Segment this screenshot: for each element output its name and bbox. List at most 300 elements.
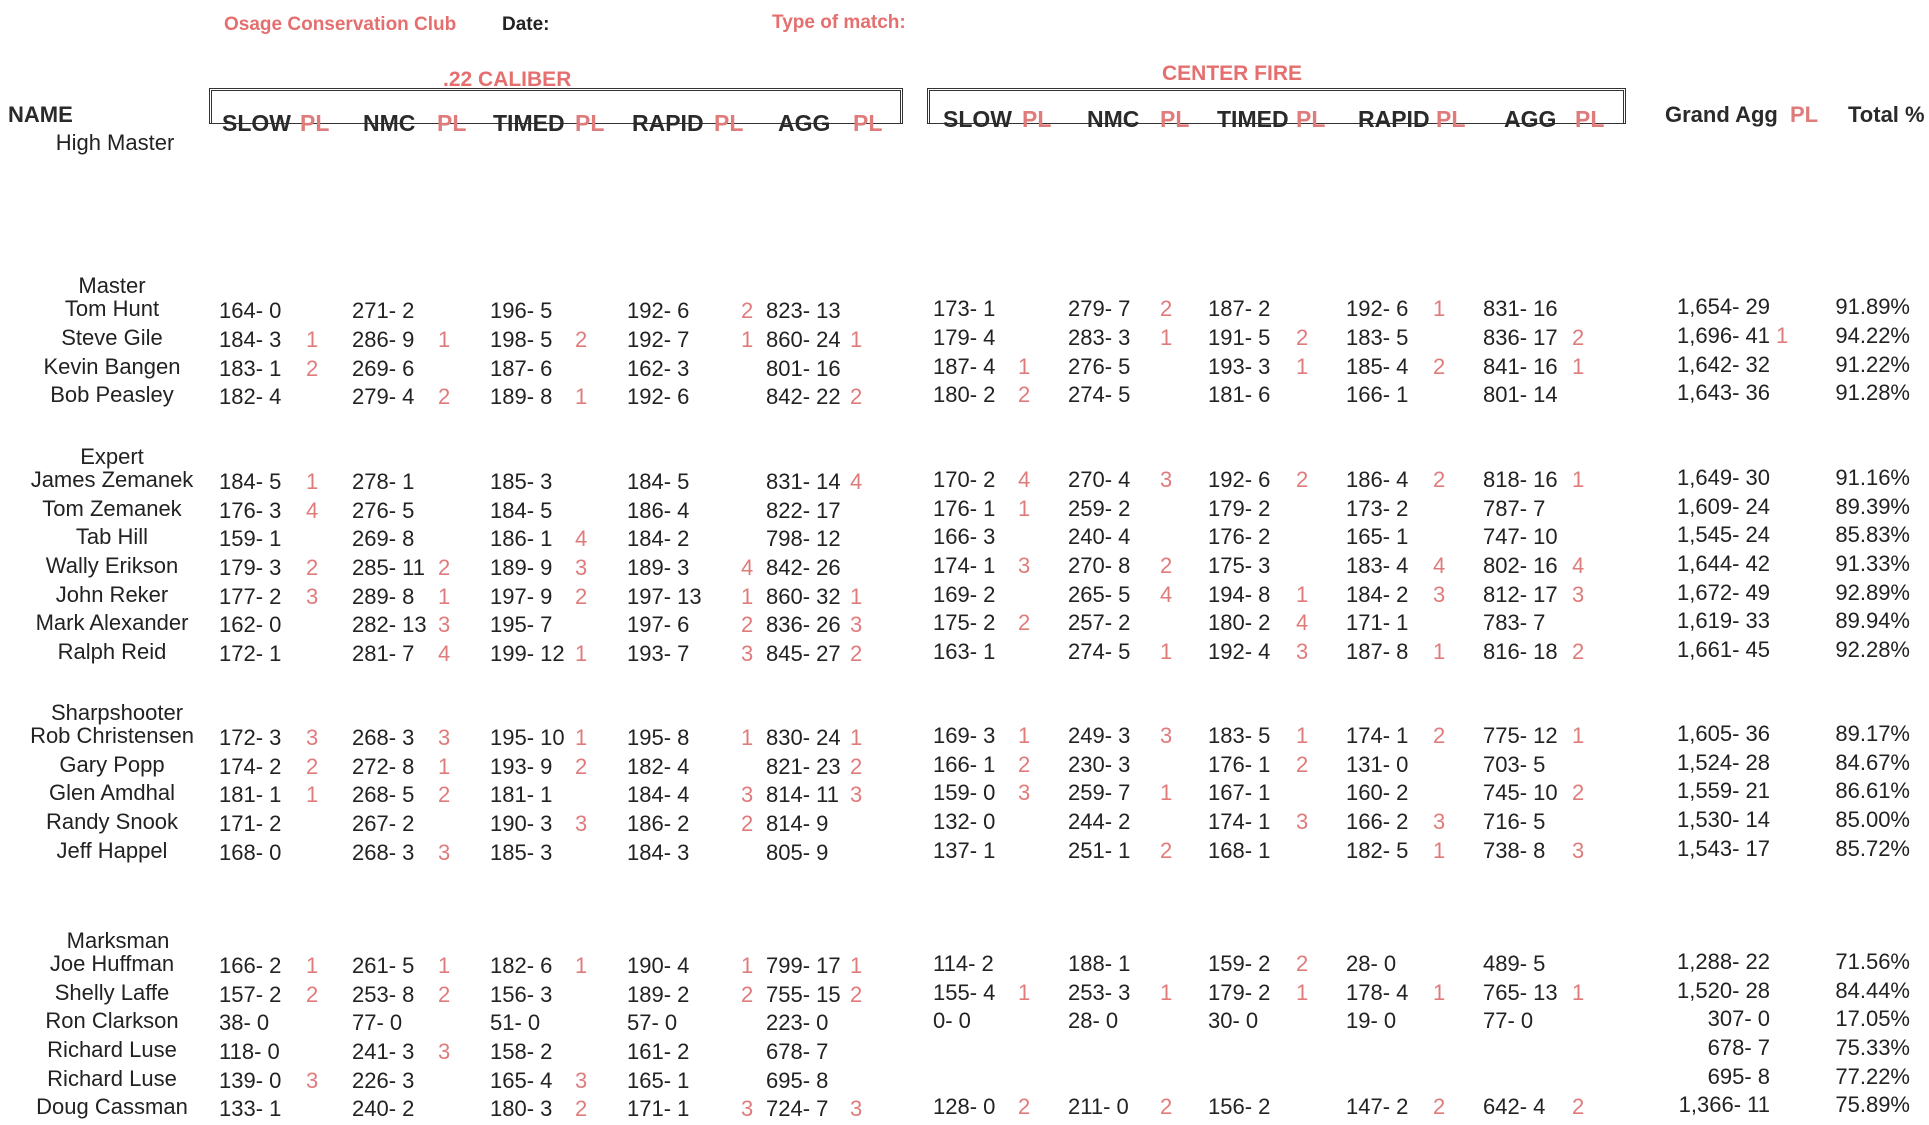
- cal22-place: 3: [306, 725, 319, 750]
- cal22-score: 267- 2: [352, 811, 415, 836]
- cf-score: 816- 18: [1483, 639, 1558, 664]
- grand-agg: 1,605- 36: [1677, 721, 1770, 746]
- col-22-rapid: RAPID: [632, 110, 704, 136]
- cal22-place: 1: [438, 584, 451, 609]
- cal22-score: 171- 1: [627, 1096, 690, 1121]
- cal22-score: 197- 6: [627, 612, 690, 637]
- cal22-score: 821- 23: [766, 754, 841, 779]
- cal22-score: 181- 1: [490, 782, 553, 807]
- cal22-place: 2: [438, 982, 451, 1007]
- cf-score: 187- 2: [1208, 296, 1271, 321]
- cal22-place: 1: [850, 327, 863, 352]
- col-22-agg: AGG: [778, 110, 831, 136]
- total-percent: 85.83%: [1835, 522, 1910, 547]
- total-percent: 92.89%: [1835, 580, 1910, 605]
- cf-score: 137- 1: [933, 838, 996, 863]
- grand-agg: 1,644- 42: [1677, 551, 1770, 576]
- cal22-score: 189- 8: [490, 384, 553, 409]
- cal22-score: 186- 1: [490, 526, 553, 551]
- cf-score: 192- 4: [1208, 639, 1271, 664]
- cal22-score: 831- 14: [766, 469, 841, 494]
- cal22-place: 1: [741, 953, 754, 978]
- cal22-place: 2: [850, 754, 863, 779]
- cal22-score: 192- 6: [627, 384, 690, 409]
- cal22-score: 814- 9: [766, 811, 829, 836]
- cf-score: 180- 2: [933, 382, 996, 407]
- cat-expert: Expert: [80, 444, 144, 469]
- shooter-name: Doug Cassman: [36, 1094, 188, 1119]
- cf-place: 2: [1296, 951, 1309, 976]
- cal22-place: 4: [850, 469, 863, 494]
- cal22-score: 182- 6: [490, 953, 553, 978]
- col-cf-timed-pl: PL: [1296, 106, 1326, 132]
- cf-score: 187- 8: [1346, 639, 1409, 664]
- cal22-score: 185- 3: [490, 840, 553, 865]
- cf-place: 1: [1018, 980, 1031, 1005]
- cf-place: 1: [1296, 582, 1309, 607]
- cf-place: 2: [1296, 752, 1309, 777]
- cal22-place: 3: [575, 811, 588, 836]
- cal22-score: 177- 2: [219, 584, 282, 609]
- cf-score: 179- 2: [1208, 980, 1271, 1005]
- col-grand-agg-pl: PL: [1790, 102, 1819, 127]
- cf-score: 642- 4: [1483, 1094, 1546, 1119]
- cf-score: 192- 6: [1346, 296, 1409, 321]
- cf-place: 3: [1018, 553, 1031, 578]
- cal22-score: 51- 0: [490, 1010, 541, 1035]
- cal22-place: 3: [741, 1096, 754, 1121]
- col-22-timed-pl: PL: [575, 110, 605, 136]
- cal22-score: 189- 9: [490, 555, 553, 580]
- cf-score: 747- 10: [1483, 524, 1558, 549]
- total-percent: 71.56%: [1835, 949, 1910, 974]
- col-cf-rapid: RAPID: [1358, 106, 1430, 132]
- cf-place: 1: [1296, 723, 1309, 748]
- cf-score: 836- 17: [1483, 325, 1558, 350]
- cf-place: 1: [1018, 496, 1031, 521]
- total-percent: 84.44%: [1835, 978, 1910, 1003]
- cal22-place: 3: [741, 641, 754, 666]
- shooter-name: Richard Luse: [47, 1037, 177, 1062]
- cf-score: 30- 0: [1208, 1008, 1259, 1033]
- cal22-score: 164- 0: [219, 298, 282, 323]
- cf-score: 775- 12: [1483, 723, 1558, 748]
- cal22-place: 3: [306, 584, 319, 609]
- cf-score: 184- 2: [1346, 582, 1409, 607]
- cal22-score: 182- 4: [627, 754, 690, 779]
- cf-place: 1: [1160, 780, 1173, 805]
- grand-agg: 1,661- 45: [1677, 637, 1770, 662]
- cal22-score: 172- 1: [219, 641, 282, 666]
- cal22-place: 2: [741, 298, 754, 323]
- cal22-place: 1: [306, 327, 319, 352]
- cal22-score: 836- 26: [766, 612, 841, 637]
- cal22-place: 2: [306, 356, 319, 381]
- grand-agg: 1,545- 24: [1677, 522, 1770, 547]
- cal22-score: 139- 0: [219, 1068, 282, 1093]
- cal22-score: 161- 2: [627, 1039, 690, 1064]
- cf-score: 274- 5: [1068, 639, 1131, 664]
- cf-score: 259- 2: [1068, 496, 1131, 521]
- cal22-place: 1: [306, 953, 319, 978]
- cf-score: 841- 16: [1483, 354, 1558, 379]
- cf-score: 812- 17: [1483, 582, 1558, 607]
- cf-score: 182- 5: [1346, 838, 1409, 863]
- shooter-name: Bob Peasley: [50, 382, 174, 407]
- cat-high-master: High Master: [55, 130, 175, 155]
- cf-score: 183- 5: [1346, 325, 1409, 350]
- cf-score: 257- 2: [1068, 610, 1131, 635]
- cf-place: 1: [1433, 838, 1446, 863]
- cal22-place: 1: [575, 953, 588, 978]
- total-percent: 89.17%: [1835, 721, 1910, 746]
- cal22-score: 184- 5: [627, 469, 690, 494]
- cal22-score: 198- 5: [490, 327, 553, 352]
- col-cf-slow: SLOW: [943, 106, 1012, 132]
- cal22-place: 1: [575, 384, 588, 409]
- cf-score: 259- 7: [1068, 780, 1131, 805]
- cal22-place: 2: [438, 782, 451, 807]
- cf-place: 3: [1160, 723, 1173, 748]
- cf-score: 240- 4: [1068, 524, 1131, 549]
- cal22-place: 2: [741, 811, 754, 836]
- cal22-place: 1: [575, 641, 588, 666]
- cal22-place: 1: [306, 469, 319, 494]
- cal22-score: 133- 1: [219, 1096, 282, 1121]
- cal22-score: 189- 2: [627, 982, 690, 1007]
- cal22-score: 156- 3: [490, 982, 553, 1007]
- cal22-score: 174- 2: [219, 754, 282, 779]
- cal22-score: 181- 1: [219, 782, 282, 807]
- cal22-score: 240- 2: [352, 1096, 415, 1121]
- total-percent: 91.33%: [1835, 551, 1910, 576]
- cf-score: 77- 0: [1483, 1008, 1534, 1033]
- grand-agg: 1,530- 14: [1677, 807, 1770, 832]
- cat-marksman: Marksman: [66, 928, 170, 953]
- cal22-score: 192- 6: [627, 298, 690, 323]
- cf-place: 1: [1433, 639, 1446, 664]
- cal22-score: 814- 11: [766, 782, 839, 807]
- cf-score: 178- 4: [1346, 980, 1409, 1005]
- cf-score: 28- 0: [1068, 1008, 1119, 1033]
- cal22-place: 1: [850, 584, 863, 609]
- cf-place: 3: [1160, 467, 1173, 492]
- cal22-score: 184- 2: [627, 526, 690, 551]
- cf-score: 249- 3: [1068, 723, 1131, 748]
- cf-score: 168- 1: [1208, 838, 1271, 863]
- cal22-score: 269- 6: [352, 356, 415, 381]
- cal22-score: 268- 3: [352, 840, 415, 865]
- cal22-place: 1: [741, 725, 754, 750]
- cal22-score: 842- 22: [766, 384, 841, 409]
- cal22-score: 261- 5: [352, 953, 415, 978]
- grand-agg: 1,559- 21: [1677, 778, 1770, 803]
- cf-score: 179- 2: [1208, 496, 1271, 521]
- cf-score: 128- 0: [933, 1094, 996, 1119]
- cf-score: 163- 1: [933, 639, 996, 664]
- cf-place: 1: [1572, 723, 1585, 748]
- grand-agg: 695- 8: [1707, 1064, 1770, 1089]
- cal22-score: 195- 8: [627, 725, 690, 750]
- cal22-place: 4: [575, 526, 588, 551]
- cal22-place: 3: [741, 782, 754, 807]
- cf-place: 4: [1018, 467, 1031, 492]
- club-name: Osage Conservation Club: [224, 14, 457, 35]
- cal22-score: 199- 12: [490, 641, 565, 666]
- cal22-score: 695- 8: [766, 1068, 829, 1093]
- grand-agg: 1,696- 41: [1677, 323, 1770, 348]
- cf-score: 186- 4: [1346, 467, 1409, 492]
- cf-score: 818- 16: [1483, 467, 1558, 492]
- shooter-name: Tab Hill: [75, 524, 149, 549]
- cal22-score: 755- 15: [766, 982, 841, 1007]
- cal22-place: 2: [575, 754, 588, 779]
- cf-score: 802- 16: [1483, 553, 1558, 578]
- grand-agg: 1,366- 11: [1678, 1092, 1770, 1117]
- cal22-place: 1: [850, 953, 863, 978]
- cal22-score: 184- 5: [490, 498, 553, 523]
- shooter-name: Tom Zemanek: [42, 496, 182, 521]
- cf-score: 176- 1: [933, 496, 996, 521]
- cf-place: 4: [1572, 553, 1585, 578]
- cal22-place: 2: [575, 1096, 588, 1121]
- cf-place: 1: [1160, 980, 1173, 1005]
- grand-agg: 1,643- 36: [1677, 380, 1770, 405]
- cf-score: 132- 0: [933, 809, 996, 834]
- total-percent: 89.94%: [1835, 608, 1910, 633]
- cf-score: 194- 8: [1208, 582, 1271, 607]
- shooter-name: Shelly Laffe: [54, 980, 170, 1005]
- cf-place: 2: [1433, 354, 1446, 379]
- cal22-score: 187- 6: [490, 356, 553, 381]
- cal22-score: 272- 8: [352, 754, 415, 779]
- cal22-score: 183- 1: [219, 356, 282, 381]
- col-22-rapid-pl: PL: [714, 110, 744, 136]
- cal22-score: 77- 0: [352, 1010, 403, 1035]
- total-percent: 86.61%: [1835, 778, 1910, 803]
- cf-place: 4: [1433, 553, 1446, 578]
- cal22-score: 801- 16: [766, 356, 841, 381]
- grand-agg: 678- 7: [1707, 1035, 1770, 1060]
- cf-score: 175- 3: [1208, 553, 1271, 578]
- grand-agg: 1,672- 49: [1677, 580, 1770, 605]
- cf-score: 155- 4: [933, 980, 996, 1005]
- cf-score: 19- 0: [1346, 1008, 1397, 1033]
- cf-score: 274- 5: [1068, 382, 1131, 407]
- shooter-name: Gary Popp: [59, 752, 165, 777]
- cal22-score: 185- 3: [490, 469, 553, 494]
- cf-place: 2: [1433, 1094, 1446, 1119]
- cf-score: 192- 6: [1208, 467, 1271, 492]
- cal22-place: 4: [306, 498, 319, 523]
- cf-score: 159- 2: [1208, 951, 1271, 976]
- cf-score: 131- 0: [1346, 752, 1409, 777]
- cf-place: 2: [1296, 325, 1309, 350]
- cf-place: 2: [1160, 553, 1173, 578]
- cal22-score: 268- 5: [352, 782, 415, 807]
- cf-score: 279- 7: [1068, 296, 1131, 321]
- cal22-score: 182- 4: [219, 384, 282, 409]
- grand-agg: 1,642- 32: [1677, 352, 1770, 377]
- cf-place: 2: [1572, 780, 1585, 805]
- cf-score: 166- 1: [933, 752, 996, 777]
- cf-score: 167- 1: [1208, 780, 1271, 805]
- col-22-timed: TIMED: [493, 110, 565, 136]
- cf-score: 193- 3: [1208, 354, 1271, 379]
- cf-score: 265- 5: [1068, 582, 1131, 607]
- grand-agg: 1,619- 33: [1677, 608, 1770, 633]
- cf-score: 156- 2: [1208, 1094, 1271, 1119]
- cf-place: 2: [1572, 1094, 1585, 1119]
- col-cf-nmc-pl: PL: [1160, 106, 1190, 132]
- shooter-name: Kevin Bangen: [43, 354, 181, 379]
- cal22-score: 845- 27: [766, 641, 841, 666]
- cal22-place: 3: [438, 1039, 451, 1064]
- cal22-score: 189- 3: [627, 555, 690, 580]
- total-percent: 85.00%: [1835, 807, 1910, 832]
- cf-score: 703- 5: [1483, 752, 1546, 777]
- cf-score: 176- 2: [1208, 524, 1271, 549]
- cal22-score: 172- 3: [219, 725, 282, 750]
- cf-score: 270- 4: [1068, 467, 1131, 492]
- cf-score: 181- 6: [1208, 382, 1271, 407]
- cf-score: 169- 2: [933, 582, 996, 607]
- grand-agg: 1,288- 22: [1677, 949, 1770, 974]
- cal22-score: 195- 10: [490, 725, 565, 750]
- cal22-score: 184- 3: [627, 840, 690, 865]
- cal22-score: 268- 3: [352, 725, 415, 750]
- grand-agg: 1,520- 28: [1677, 978, 1770, 1003]
- cf-score: 787- 7: [1483, 496, 1546, 521]
- shooter-name: Jeff Happel: [56, 838, 168, 863]
- grand-agg: 1,543- 17: [1677, 836, 1770, 861]
- col-name: NAME: [8, 102, 73, 127]
- cal22-score: 724- 7: [766, 1096, 829, 1121]
- cal22-score: 678- 7: [766, 1039, 829, 1064]
- col-cf-agg: AGG: [1504, 106, 1557, 132]
- cal22-score: 269- 8: [352, 526, 415, 551]
- total-percent: 91.89%: [1835, 294, 1910, 319]
- cal22-place: 2: [438, 555, 451, 580]
- group-22-caliber: .22 CALIBER: [443, 68, 572, 91]
- cf-score: 211- 0: [1068, 1094, 1129, 1119]
- cal22-score: 118- 0: [219, 1039, 280, 1064]
- cal22-place: 1: [741, 584, 754, 609]
- cf-place: 4: [1160, 582, 1173, 607]
- total-percent: 85.72%: [1835, 836, 1910, 861]
- cal22-score: 158- 2: [490, 1039, 553, 1064]
- cf-score: 166- 3: [933, 524, 996, 549]
- cal22-place: 1: [438, 953, 451, 978]
- cal22-score: 286- 9: [352, 327, 415, 352]
- cf-place: 1: [1296, 980, 1309, 1005]
- cal22-score: 179- 3: [219, 555, 282, 580]
- cf-place: 2: [1296, 467, 1309, 492]
- cf-score: 185- 4: [1346, 354, 1409, 379]
- date-label: Date:: [502, 14, 550, 35]
- cal22-score: 223- 0: [766, 1010, 829, 1035]
- cat-sharpshooter: Sharpshooter: [50, 700, 184, 725]
- cal22-place: 3: [575, 1068, 588, 1093]
- cal22-place: 1: [575, 725, 588, 750]
- cf-place: 3: [1433, 809, 1446, 834]
- cal22-score: 282- 13: [352, 612, 427, 637]
- col-cf-rapid-pl: PL: [1436, 106, 1466, 132]
- cf-place: 3: [1296, 639, 1309, 664]
- cf-score: 171- 1: [1346, 610, 1409, 635]
- shooter-name: James Zemanek: [30, 467, 194, 492]
- cf-place: 1: [1433, 296, 1446, 321]
- cf-place: 3: [1572, 582, 1585, 607]
- cal22-score: 159- 1: [219, 526, 282, 551]
- cal22-score: 276- 5: [352, 498, 415, 523]
- cal22-score: 168- 0: [219, 840, 282, 865]
- cf-place: 2: [1572, 639, 1585, 664]
- cal22-score: 281- 7: [352, 641, 415, 666]
- cal22-place: 4: [438, 641, 451, 666]
- shooter-name: Richard Luse: [47, 1066, 177, 1091]
- cf-score: 783- 7: [1483, 610, 1546, 635]
- cf-place: 2: [1160, 296, 1173, 321]
- cf-score: 801- 14: [1483, 382, 1558, 407]
- cal22-score: 186- 4: [627, 498, 690, 523]
- cal22-score: 165- 1: [627, 1068, 690, 1093]
- col-22-slow: SLOW: [222, 110, 291, 136]
- col-22-nmc: NMC: [363, 110, 416, 136]
- cf-score: 28- 0: [1346, 951, 1397, 976]
- cf-score: 160- 2: [1346, 780, 1409, 805]
- cf-score: 173- 1: [933, 296, 996, 321]
- cal22-score: 180- 3: [490, 1096, 553, 1121]
- cf-score: 179- 4: [933, 325, 996, 350]
- cal22-score: 197- 13: [627, 584, 702, 609]
- cf-score: 170- 2: [933, 467, 996, 492]
- cf-score: 173- 2: [1346, 496, 1409, 521]
- cf-place: 2: [1018, 752, 1031, 777]
- cf-score: 183- 5: [1208, 723, 1271, 748]
- total-percent: 91.22%: [1835, 352, 1910, 377]
- cal22-score: 157- 2: [219, 982, 282, 1007]
- cf-score: 188- 1: [1068, 951, 1131, 976]
- cf-score: 831- 16: [1483, 296, 1558, 321]
- cal22-score: 253- 8: [352, 982, 415, 1007]
- cf-score: 147- 2: [1346, 1094, 1409, 1119]
- cal22-place: 2: [850, 982, 863, 1007]
- cf-score: 283- 3: [1068, 325, 1131, 350]
- cal22-place: 3: [575, 555, 588, 580]
- cal22-place: 1: [850, 725, 863, 750]
- cf-score: 169- 3: [933, 723, 996, 748]
- cal22-score: 842- 26: [766, 555, 841, 580]
- cal22-score: 186- 2: [627, 811, 690, 836]
- cal22-score: 823- 13: [766, 298, 841, 323]
- col-cf-timed: TIMED: [1217, 106, 1289, 132]
- grand-agg-place: 1: [1776, 323, 1789, 348]
- cf-place: 1: [1572, 354, 1585, 379]
- cal22-place: 4: [741, 555, 754, 580]
- cal22-place: 2: [575, 327, 588, 352]
- grand-agg: 1,649- 30: [1677, 465, 1770, 490]
- cf-score: 0- 0: [933, 1008, 971, 1033]
- cf-place: 1: [1018, 723, 1031, 748]
- cal22-score: 162- 0: [219, 612, 282, 637]
- cal22-score: 176- 3: [219, 498, 282, 523]
- cf-score: 176- 1: [1208, 752, 1271, 777]
- cal22-place: 3: [850, 612, 863, 637]
- shooter-name: Joe Huffman: [49, 951, 175, 976]
- cal22-place: 2: [741, 982, 754, 1007]
- cal22-place: 2: [741, 612, 754, 637]
